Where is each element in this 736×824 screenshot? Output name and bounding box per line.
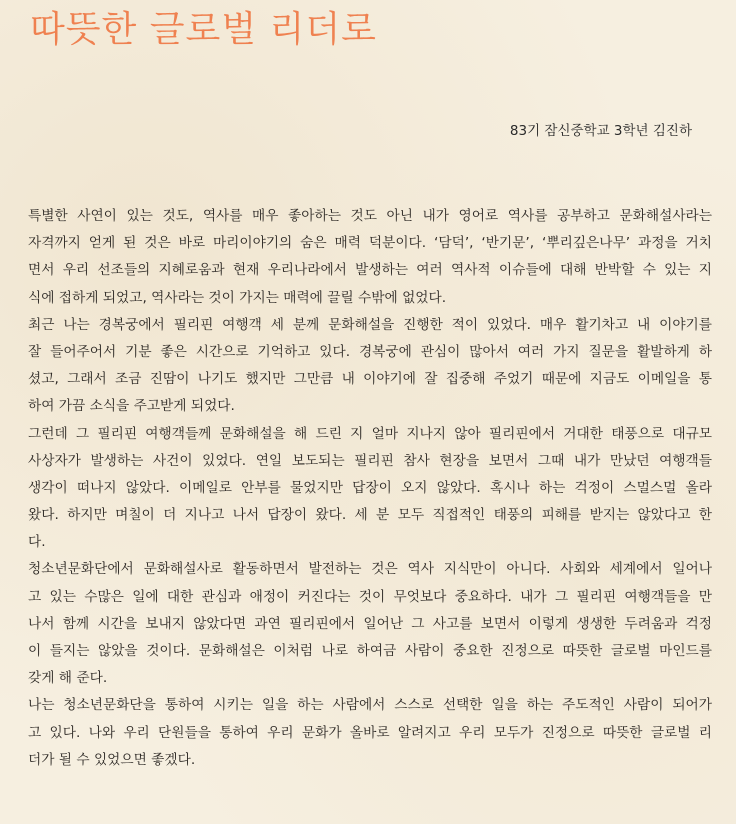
text-line: 면서 우리 선조들의 지혜로움과 현재 우리나라에서 발생하는 여러 역사적 이슈들에 대해 반박할 수 있는 지 <box>28 262 712 279</box>
author-byline: 83기 잠신중학교 3학년 김진하 <box>509 123 692 139</box>
text-line: 식에 접하게 되었고, 역사라는 것이 가지는 매력에 끌릴 수밖에 없었다. <box>28 289 447 306</box>
text-line: 왔다. 하지만 며칠이 더 지나고 나서 답장이 왔다. 세 분 모두 직접적인 태풍의 피해를 받지는 않았다고 한 <box>28 507 712 524</box>
text-line: 특별한 사연이 있는 것도, 역사를 매우 좋아하는 것도 아닌 내가 영어로 역사를 공부하고 문화해설사라는 <box>28 208 712 224</box>
text-line: 갖게 해 준다. <box>28 670 108 687</box>
text-line: 다. <box>28 534 46 551</box>
text-line: 나는 청소년문화단을 통하여 시키는 일을 하는 사람에서 스스로 선택한 일을 하는 주도적인 사람이 되어가 <box>28 697 712 714</box>
text-line: 나서 함께 시간을 보내지 않았다면 과연 필리핀에서 일어난 그 사고를 보면서 이렇게 생생한 두려움과 걱정 <box>28 615 712 632</box>
text-line: 잘 들어주어서 기분 좋은 시간으로 기억하고 있다. 경복궁에 관심이 많아서 여러 가지 질문을 활발하게 하 <box>28 343 712 360</box>
text-line: 하여 가끔 소식을 주고받게 되었다. <box>28 398 235 415</box>
text-line: 생각이 떠나지 않았다. 이메일로 안부를 물었지만 답장이 오지 않았다. 혹시나 하는 걱정이 스멀스멀 올라 <box>28 479 712 496</box>
text-line: 셨고, 그래서 조금 진땀이 나기도 했지만 그만큼 내 이야기에 잘 집중해 주었기 때문에 지금도 이메일을 통 <box>28 371 712 388</box>
text-line: 청소년문화단에서 문화해설사로 활동하면서 발전하는 것은 역사 지식만이 아니다. 사회와 세계에서 일어나 <box>28 561 712 578</box>
text-line: 최근 나는 경복궁에서 필리핀 여행객 세 분께 문화해설을 진행한 적이 있었다. 매우 활기차고 내 이야기를 <box>28 316 712 333</box>
text-line: 사상자가 발생하는 사건이 있었다. 연일 보도되는 필리핀 참사 현장을 보면서 그때 내가 만났던 여행객들 <box>28 452 712 469</box>
essay-body <box>28 203 712 774</box>
text-line: 고 있는 수많은 일에 대한 관심과 애정이 커진다는 것이 무엇보다 중요하다. 내가 그 필리핀 여행객들을 만 <box>28 588 712 605</box>
page-title: 따뜻한 글로벌 리더로 <box>30 9 377 50</box>
text-line: 더가 될 수 있었으면 좋겠다. <box>28 751 196 768</box>
text-line: 이 들지는 않았을 것이다. 문화해설은 이처럼 나로 하여금 사람이 중요한 진정으로 따뜻한 글로벌 마인드를 <box>28 643 712 659</box>
text-line: 그런데 그 필리핀 여행객들께 문화해설을 해 드린 지 얼마 지나지 않아 필리핀에서 거대한 태풍으로 대규모 <box>28 425 712 442</box>
text-line: 고 있다. 나와 우리 단원들을 통하여 우리 문화가 올바로 알려지고 우리 모두가 진정으로 따뜻한 글로벌 리 <box>28 724 712 741</box>
text-line: 자격까지 얻게 된 것은 바로 마리이야기의 숨은 매력 덕분이다. ‘담덕’, ‘반기문’, ‘뿌리깊은나무’ 과정을 거치 <box>28 235 712 252</box>
